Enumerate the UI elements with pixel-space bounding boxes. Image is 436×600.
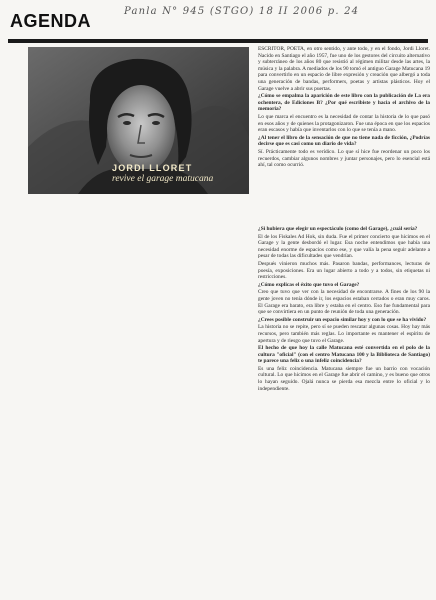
article-paragraph: ESCRITOR, POETA, en otro sentido, y ante todo, y en el fondo, Jordi Lloret. Nacido en Santiago el año 1957, fue uno de los gestores del circuito alternativo y subterráneo de los años 80 que resistió al régimen militar desde las artes, la música y la palabra. A mediados de los 90 tomó el antiguo Garage Matucana 19 para convertirlo en un espacio de libre expresión y creación que albergó a toda una generación de bandas, performers, poetas y artistas plásticos. Hoy el Garage vuelve a abrir sus puertas.: [258, 46, 431, 92]
interviewee-name: JORDI LLORET: [112, 163, 193, 173]
archive-handwritten-note: Panla N° 945 (STGO) 18 II 2006 p. 24: [124, 6, 360, 17]
article-column-top: [258, 46, 430, 170]
photo-caption: [112, 163, 252, 184]
article-paragraph: Es una feliz coincidencia. Matucana siempre fue un barrio con vocación cultural. Lo que hicimos en el Garage fue abrir el camino, y es bueno que otros lo hayan seguido. Ojalá nunca se pierda esa mezcla entre lo oficial y lo independiente.: [258, 365, 430, 392]
interview-question: ¿Cómo se empalma la aparición de este libro con la publicación de La era ochentera, de Ediciones B? ¿Por qué escribiste y hacia el archivo de la memoria?: [258, 93, 430, 113]
header-rule: [8, 39, 428, 43]
interview-question: ¿Cómo explicas el éxito que tuvo el Garage?: [258, 281, 360, 288]
article-column-bottom: [258, 226, 430, 393]
article-paragraph: Después vinieron muchos más. Pasaron bandas, performances, lecturas de poesía, exposiciones. Era un lugar abierto a todo y a todos, sin etiquetas ni restricciones.: [258, 260, 430, 281]
article-paragraph: Sí. Prácticamente todo es verídico. Lo que sí hice fue reordenar un poco los recuerdos, cambiar algunos nombres y juntar personajes, pero lo esencial está ahí, tal como ocurrió.: [258, 148, 430, 169]
section-title: AGENDA: [10, 11, 92, 31]
interview-question: ¿Al tener el libro de la sensación de que no tiene nada de ficción, ¿Podrías decirse que es casi como un diario de vida?: [258, 134, 430, 148]
article-paragraph: El de los Fiskales Ad Hok, sin duda. Fue el primer concierto que hicimos en el Garage y la gente desbordó el lugar. Esa noche entendimos que había una necesidad enorme de espacios como ese, y que valía la pena seguir adelante a pesar de todas las dificultades que vendrían.: [258, 233, 430, 260]
article-paragraph: Lo que marca el encuentro es la necesidad de contar la historia de lo que pasó en esos años y de quienes la protagonizaron. Fue una época en que los espacios eran escasos y había que inventarlos con lo que se tenía a mano.: [258, 113, 430, 134]
article-paragraph: La historia no se repite, pero sí se pueden rescatar algunas cosas. Hoy hay más recursos, pero también más reglas. Lo importante es mantener el espíritu de apertura y de riesgo que tuvo el Garage.: [258, 324, 430, 344]
article-deck: revive el garage matucana: [112, 174, 214, 184]
interview-question: El hecho de que hoy la calle Matucana esté convertida en el polo de la cultura "oficial" (con el centro Matucana 100 y la Biblioteca de Santiago) te parece una feliz o una infeliz coincidencia?: [258, 345, 430, 365]
interview-question: ¿Crees posible construir un espacio similar hoy y con lo que se ha vivido?: [258, 316, 427, 323]
interview-question: ¿Si hubiera que elegir un espectáculo (como del Garage), ¿cuál sería?: [258, 226, 418, 232]
article-paragraph: Creo que tuvo que ver con la necesidad de encontrarse. A fines de los 90 la gente joven no tenía dónde ir, los espacios estaban cerrados o eran muy caros. El Garage era barato, era libre y estaba en el centro. Eso fue fundamental para que se convirtiera en un punto de reunión de toda una generación.: [258, 289, 430, 316]
